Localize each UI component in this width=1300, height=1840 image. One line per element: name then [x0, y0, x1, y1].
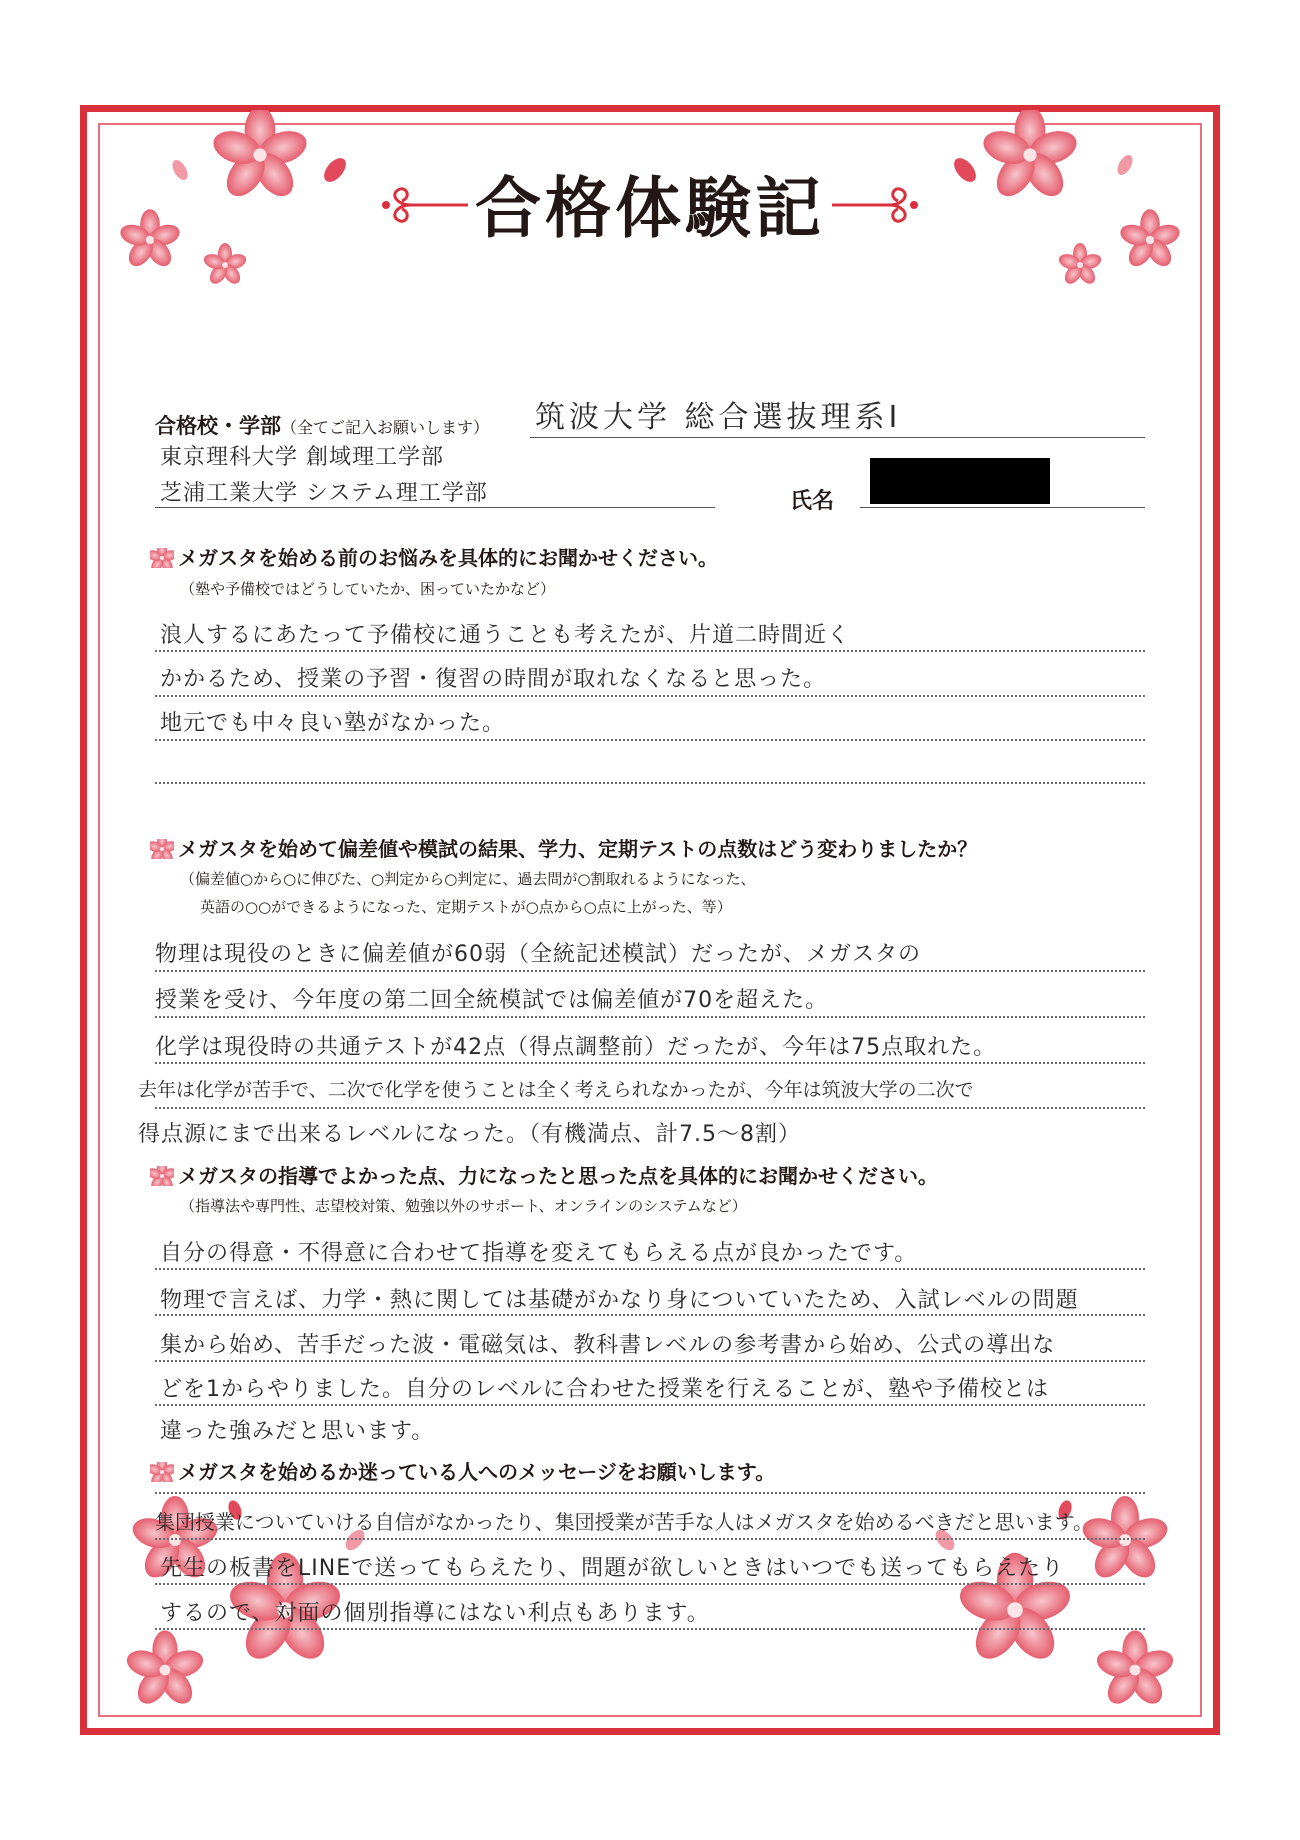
sakura-bullet-icon: [150, 839, 174, 859]
school-main-line: [530, 437, 1145, 438]
answer-2-line-1: 物理は現役のときに偏差値が60弱（全統記述模試）だったが、メガスタの: [155, 942, 921, 967]
rule-line: [155, 1583, 1145, 1585]
rule-line: [155, 739, 1145, 741]
answer-3-line-4: どを1からやりました。自分のレベルに合わせた授業を行えることが、塾や予備校とは: [160, 1377, 1049, 1402]
name-line: [860, 507, 1145, 508]
answer-3-line-2: 物理で言えば、力学・熱に関しては基礎がかなり身についていたため、入試レベルの問題: [160, 1288, 1079, 1313]
question-3-note: （指導法や専門性、志望校対策、勉強以外のサポート、オンラインのシステムなど）: [180, 1197, 747, 1215]
school-main: 筑波大学 総合選抜理系Ⅰ: [535, 400, 902, 435]
answer-3-line-5: 違った強みだと思います。: [160, 1419, 435, 1444]
rule-line: [155, 1404, 1145, 1406]
answer-3-line-1: 自分の得意・不得意に合わせて指導を変えてもらえる点が良かったです。: [160, 1241, 918, 1266]
ornament-left-icon: [380, 185, 470, 225]
answer-2-line-2: 授業を受け、今年度の第二回全統模試では偏差値が70を超えた。: [155, 988, 829, 1013]
school-other-line: [155, 507, 715, 508]
rule-line: [155, 650, 1145, 652]
sakura-decoration-top-right: [950, 110, 1190, 310]
rule-line: [155, 970, 1145, 972]
question-4-text: メガスタを始めるか迷っている人へのメッセージをお願いします。: [178, 1460, 776, 1484]
question-2-text: メガスタを始めて偏差値や模試の結果、学力、定期テストの点数はどう変わりましたか？: [178, 837, 978, 861]
rule-line: [155, 1268, 1145, 1270]
answer-2-line-4: 去年は化学が苦手で、二次で化学を使うことは全く考えられなかったが、今年は筑波大学の二次で: [138, 1079, 974, 1101]
rule-line: [155, 1107, 1145, 1109]
question-2-note-2: 英語の○○ができるようになった、定期テストが○点から○点に上がった、等）: [200, 898, 732, 916]
sakura-bullet-icon: [150, 1166, 174, 1186]
question-2-note-1: （偏差値○から○に伸びた、○判定から○判定に、過去問が○割取れるようになった、: [180, 870, 756, 888]
question-1-note: （塾や予備校ではどうしていたか、困っていたかなど）: [180, 580, 556, 598]
name-label: 氏名: [790, 489, 835, 514]
question-3: [150, 1160, 938, 1189]
name-redaction: [870, 458, 1050, 504]
rule-line: [155, 1628, 1145, 1630]
title-area: [380, 145, 920, 255]
school-note: （全てご記入お願いします）: [281, 418, 490, 437]
rule-line: [155, 695, 1145, 697]
school-other-2: 芝浦工業大学 システム理工学部: [160, 481, 488, 506]
answer-2-line-3: 化学は現役時の共通テストが42点（得点調整前）だったが、今年は75点取れた。: [155, 1035, 997, 1060]
answer-4-line-2: 先生の板書をLINEで送ってもらえたり、問題が欲しいときはいつでも送ってもらえたり: [160, 1556, 1065, 1581]
rule-line: [155, 1492, 1145, 1494]
sakura-bullet-icon: [150, 1462, 174, 1482]
answer-1-line-3: 地元でも中々良い塾がなかった。: [160, 711, 506, 736]
school-label-text: 合格校・学部: [155, 414, 281, 438]
rule-line: [155, 782, 1145, 784]
question-2: [150, 833, 977, 862]
school-other-1: 東京理科大学 創域理工学部: [160, 445, 444, 470]
sakura-decoration-top-left: [110, 110, 350, 310]
rule-line: [155, 1360, 1145, 1362]
question-1: [150, 542, 718, 571]
answer-4-line-3: するので、対面の個別指導にはない利点もあります。: [160, 1601, 710, 1626]
rule-line: [155, 1062, 1145, 1064]
answer-4-line-1: 集団授業についていける自信がなかったり、集団授業が苦手な人はメガスタを始めるべきだと思います。: [155, 1510, 1093, 1534]
answer-3-line-3: 集から始め、苦手だった波・電磁気は、教科書レベルの参考書から始め、公式の導出な: [160, 1333, 1056, 1358]
sakura-bullet-icon: [150, 548, 174, 568]
school-label: [155, 410, 489, 440]
answer-1-line-1: 浪人するにあたって予備校に通うことも考えたが、片道二時間近く: [160, 623, 851, 648]
rule-line: [155, 1314, 1145, 1316]
page-title: 合格体験記: [475, 169, 825, 247]
rule-line: [155, 1016, 1145, 1018]
question-3-text: メガスタの指導でよかった点、力になったと思った点を具体的にお聞かせください。: [178, 1164, 938, 1188]
question-1-text: メガスタを始める前のお悩みを具体的にお聞かせください。: [178, 546, 718, 570]
ornament-right-icon: [830, 185, 920, 225]
answer-1-line-2: かかるため、授業の予習・復習の時間が取れなくなると思った。: [160, 667, 827, 692]
answer-2-line-5: 得点源にまで出来るレベルになった。（有機満点、計7.5〜8割）: [138, 1122, 801, 1147]
question-4: [150, 1456, 775, 1485]
rule-line: [155, 1538, 1145, 1540]
